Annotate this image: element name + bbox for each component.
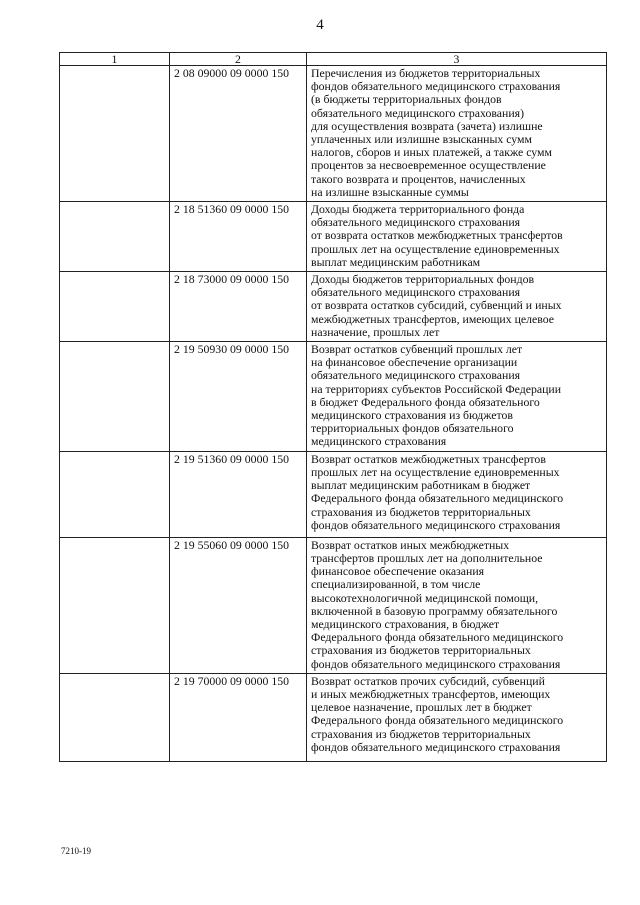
- description-line: трансфертов прошлых лет на дополнительное: [311, 550, 543, 565]
- description-line: выплат медицинским работникам: [311, 254, 481, 269]
- description-line: процентов за несвоевременное осуществление: [311, 158, 546, 173]
- description-cell: [307, 202, 607, 272]
- description-line: (в бюджеты территориальных фондов: [311, 92, 502, 107]
- row-number-cell: [60, 66, 170, 202]
- description-line: специализированной, в том числе: [311, 577, 481, 592]
- row-number-cell: [60, 342, 170, 452]
- description-line: в бюджет Федерального фонда обязательного: [311, 394, 540, 409]
- row-number-cell: [60, 451, 170, 537]
- description-line: медицинского страхования из бюджетов: [311, 408, 513, 423]
- description-line: страхования из бюджетов территориальных: [311, 504, 531, 519]
- description-line: Возврат остатков субвенций прошлых лет: [311, 342, 523, 357]
- description-line: выплат медицинским работникам в бюджет: [311, 478, 531, 493]
- description-line: обязательного медицинского страхования: [311, 285, 521, 300]
- budget-code-cell: 2 19 51360 09 0000 150: [170, 451, 307, 537]
- description-line: Федерального фонда обязательного медицинского: [311, 713, 564, 728]
- description-line: Доходы бюджетов территориальных фондов: [311, 272, 535, 287]
- description-cell: [307, 673, 607, 761]
- table-header-row: [60, 53, 607, 66]
- description-line: фондов обязательного медицинского страхования: [311, 517, 561, 532]
- description-cell: [307, 451, 607, 537]
- column-header-1: 1: [60, 53, 170, 66]
- table-row: [60, 537, 607, 673]
- budget-code-cell: 2 19 70000 09 0000 150: [170, 673, 307, 761]
- table-row: [60, 451, 607, 537]
- description-line: от возврата остатков субсидий, субвенций и иных: [311, 298, 562, 313]
- description-line: Возврат остатков иных межбюджетных: [311, 537, 510, 552]
- row-number-cell: [60, 673, 170, 761]
- document-footer-code: 7210-19: [61, 846, 91, 856]
- table-row: [60, 272, 607, 342]
- table-row: [60, 202, 607, 272]
- description-line: на территориях субъектов Российской Федерации: [311, 381, 562, 396]
- budget-code-cell: 2 18 51360 09 0000 150: [170, 202, 307, 272]
- description-line: обязательного медицинского страхования: [311, 215, 521, 230]
- description-line: обязательного медицинского страхования): [311, 105, 524, 120]
- description-line: фондов обязательного медицинского страхования: [311, 739, 561, 754]
- description-line: целевое назначение, прошлых лет в бюджет: [311, 700, 532, 715]
- description-line: включенной в базовую программу обязательного: [311, 603, 558, 618]
- row-number-cell: [60, 202, 170, 272]
- budget-code-cell: 2 18 73000 09 0000 150: [170, 272, 307, 342]
- row-number-cell: [60, 272, 170, 342]
- description-line: фондов обязательного медицинского страхования: [311, 656, 561, 671]
- description-line: Возврат остатков прочих субсидий, субвенций: [311, 673, 545, 688]
- page-number: 4: [316, 17, 324, 33]
- description-line: такого возврата и процентов, начисленных: [311, 171, 526, 186]
- description-line: Доходы бюджета территориального фонда: [311, 202, 525, 217]
- description-line: прошлых лет на осуществление единовременных: [311, 464, 560, 479]
- description-line: Перечисления из бюджетов территориальных: [311, 66, 541, 80]
- budget-code-cell: 2 08 09000 09 0000 150: [170, 66, 307, 202]
- description-cell: [307, 272, 607, 342]
- description-line: медицинского страхования: [311, 434, 447, 449]
- description-line: межбюджетных трансфертов, имеющих целевое: [311, 311, 555, 326]
- column-header-2: 2: [170, 53, 307, 66]
- budget-code-cell: 2 19 55060 09 0000 150: [170, 537, 307, 673]
- description-line: фондов обязательного медицинского страхования: [311, 79, 561, 94]
- description-cell: [307, 342, 607, 452]
- description-line: Возврат остатков межбюджетных трансфертов: [311, 451, 546, 466]
- description-line: от возврата остатков межбюджетных трансфертов: [311, 228, 563, 243]
- table-row: [60, 342, 607, 452]
- column-header-3: 3: [307, 53, 607, 66]
- description-line: высокотехнологичной медицинской помощи,: [311, 590, 539, 605]
- description-cell: [307, 537, 607, 673]
- description-line: налогов, сборов и иных платежей, а также сумм: [311, 145, 552, 160]
- description-line: на излишне взысканные суммы: [311, 184, 469, 199]
- description-line: обязательного медицинского страхования: [311, 368, 521, 383]
- description-line: прошлых лет на осуществление единовременных: [311, 241, 560, 256]
- table-row: [60, 673, 607, 761]
- description-line: страхования из бюджетов территориальных: [311, 643, 531, 658]
- description-line: назначение, прошлых лет: [311, 324, 440, 339]
- budget-codes-table: [59, 52, 607, 762]
- row-number-cell: [60, 537, 170, 673]
- description-cell: [307, 66, 607, 202]
- description-line: для осуществления возврата (зачета) излишне: [311, 118, 543, 133]
- description-line: и иных межбюджетных трансфертов, имеющих: [311, 686, 551, 701]
- table-body: [60, 66, 607, 762]
- budget-code-cell: 2 19 50930 09 0000 150: [170, 342, 307, 452]
- description-line: уплаченных или излишне взысканных сумм: [311, 132, 532, 147]
- table-row: [60, 66, 607, 202]
- description-line: медицинского страхования, в бюджет: [311, 616, 500, 631]
- description-line: финансовое обеспечение оказания: [311, 564, 485, 579]
- description-line: страхования из бюджетов территориальных: [311, 726, 531, 741]
- description-line: Федерального фонда обязательного медицинского: [311, 491, 564, 506]
- description-line: Федерального фонда обязательного медицинского: [311, 630, 564, 645]
- description-line: на финансовое обеспечение организации: [311, 355, 518, 370]
- description-line: территориальных фондов обязательного: [311, 421, 514, 436]
